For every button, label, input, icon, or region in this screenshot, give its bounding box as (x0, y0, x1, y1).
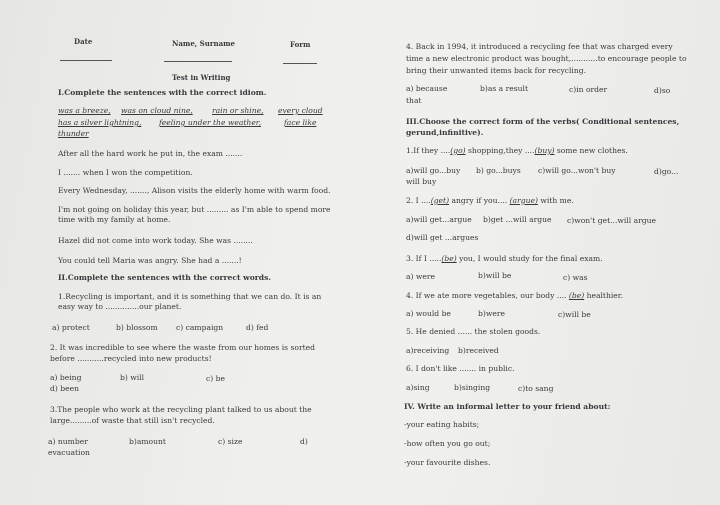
s3-q2-option-c[interactable]: c)won't get...will argue (567, 216, 656, 225)
section3-title: III.Choose the correct form of the verbs( Conditional sentences, (406, 117, 680, 126)
s3-q4-option-a[interactable]: a) would be (406, 309, 451, 318)
s1-sentence-1: After all the hard work he put in, the exam ....... (58, 149, 243, 158)
s2-q1-option-b[interactable]: b) blossom (116, 323, 158, 332)
idiom-4: every cloud (278, 106, 323, 115)
s2-q2-line2: before ...........recycled into new products! (50, 354, 212, 363)
idiom-1: was a breeze, (58, 106, 111, 115)
s3-q3-option-c[interactable]: c) was (563, 273, 588, 282)
s3-q5-option-b[interactable]: b)received (458, 346, 499, 355)
s3-q4-verb1: (be) (568, 291, 585, 300)
s4-item-1: -your eating habits; (404, 420, 480, 429)
s2-q1-line2: easy way to ..............our planet. (58, 302, 182, 311)
s2-q3-line1: 3.The people who work at the recycling plant talked to us about the (50, 405, 312, 414)
idiom-2: was on cloud nine, (121, 106, 193, 115)
s2-q4-option-a[interactable]: a) because (406, 84, 448, 93)
s3-q3-verb1: (be) (441, 254, 457, 263)
idiom-8: thunder (58, 129, 89, 138)
s2-q2-option-d[interactable]: d) been (50, 384, 79, 393)
test-subtitle: Test in Writing (172, 73, 231, 82)
s1-sentence-2: I ....... when I won the competition. (58, 168, 193, 177)
s2-q4-line3: bring their unwanted items back for recycling. (406, 66, 587, 75)
s2-q4-line2: time a new electronic product was bought,...........to encourage people to (406, 54, 687, 63)
s2-q2-option-c[interactable]: c) be (206, 374, 225, 383)
s3-q1-option-b[interactable]: b) go...buys (476, 166, 521, 175)
s2-q4-option-d[interactable]: d)so (654, 86, 671, 95)
s3-q1-option-a[interactable]: a)will go...buy (406, 166, 461, 175)
form-line[interactable] (283, 63, 317, 64)
s3-q3-option-a[interactable]: a) were (406, 272, 436, 281)
s3-q1-sentence: 1.If they ....(go) shopping,they ....(buy) some new clothes. (406, 146, 628, 155)
s2-q1-line1: 1.Recycling is important, and it is something that we can do. It is an (58, 292, 322, 301)
s2-q2-line1: 2. It was incredible to see where the waste from our homes is sorted (50, 343, 315, 352)
s3-q5-option-a[interactable]: a)receiving (406, 346, 450, 355)
s3-q4-option-c[interactable]: c)will be (558, 310, 591, 319)
s3-q6-option-c[interactable]: c)to sang (518, 384, 554, 393)
s3-q1-option-a-cont: will buy (406, 177, 437, 186)
s3-q2-sentence: 2. I ....(get) angry if you.... (argue) with me. (406, 196, 574, 205)
s3-q2-option-b[interactable]: b)get ...will argue (483, 215, 552, 224)
s4-item-2: -how often you go out; (404, 439, 491, 448)
section2-title: II.Complete the sentences with the correct words. (58, 273, 271, 282)
s3-q1-option-c[interactable]: c)will go...won't buy (538, 166, 616, 175)
s3-q1-verb2: (buy) (534, 146, 555, 155)
s3-q1-option-d[interactable]: d)go... (654, 167, 679, 176)
section4-title: IV. Write an informal letter to your friend about: (404, 402, 611, 411)
s3-q6-sentence: 6. I don't like ....... in public. (406, 364, 515, 373)
s3-q3-option-b[interactable]: b)will be (478, 271, 512, 280)
section1-title: I.Complete the sentences with the correct idiom. (58, 88, 267, 97)
s1-sentence-6: You could tell Maria was angry. She had a .......! (58, 256, 242, 265)
s3-q6-option-a[interactable]: a)sing (406, 383, 430, 392)
form-label: Form (290, 40, 311, 49)
s2-q3-line2: large.........of waste that still isn't recycled. (50, 416, 215, 425)
s2-q4-option-c[interactable]: c)in order (569, 85, 608, 94)
s1-sentence-5: Hazel did not come into work today. She was ........ (58, 236, 253, 245)
s2-q4-option-a-cont: that (406, 96, 422, 105)
s3-q2-verb2: (argue) (509, 196, 538, 205)
s4-item-3: -your favourite dishes. (404, 458, 491, 467)
date-label: Date (74, 37, 93, 46)
idiom-7: face like (284, 118, 317, 127)
s3-q4-option-b[interactable]: b)were (478, 309, 505, 318)
s1-sentence-4a: I'm not going on holiday this year, but ......... as I'm able to spend more (58, 205, 331, 214)
s2-q4-line1: 4. Back in 1994, it introduced a recycling fee that was charged every (406, 42, 673, 51)
idiom-6: feeling under the weather, (159, 118, 262, 127)
s3-q2-option-d[interactable]: d)will get ...argues (406, 233, 479, 242)
idiom-3: rain or shine, (212, 106, 264, 115)
s3-q2-option-a[interactable]: a)will get...argue (406, 215, 472, 224)
s3-q4-sentence: 4. If we ate more vegetables, our body .... (be) healthier. (406, 291, 624, 300)
s2-q4-option-b[interactable]: b)as a result (480, 84, 528, 93)
s3-q5-sentence: 5. He denied ...... the stolen goods. (406, 327, 541, 336)
s3-q6-option-b[interactable]: b)singing (454, 383, 491, 392)
s2-q2-option-b[interactable]: b) will (120, 373, 145, 382)
s3-q2-verb1: (get) (430, 196, 450, 205)
s2-q3-option-a[interactable]: a) number (48, 437, 88, 446)
section3-title-cont: gerund,infinitive). (406, 128, 484, 137)
s2-q3-option-c[interactable]: c) size (218, 437, 243, 446)
s1-sentence-3: Every Wednesday, ......., Alison visits the elderly home with warm food. (58, 186, 331, 195)
s3-q1-verb1: (go) (450, 146, 466, 155)
date-line[interactable] (60, 60, 112, 61)
name-line[interactable] (164, 61, 232, 62)
s2-q1-option-d[interactable]: d) fed (246, 323, 269, 332)
s2-q2-option-a[interactable]: a) being (50, 373, 82, 382)
s3-q3-sentence: 3. If I .....(be) you, I would study for the final exam. (406, 254, 603, 263)
s2-q3-option-b[interactable]: b)amount (129, 437, 166, 446)
s2-q3-option-d-cont: evacuation (48, 448, 90, 457)
s1-sentence-4b: time with my family at home. (58, 215, 171, 224)
name-label: Name, Surname (172, 39, 235, 48)
s2-q1-option-c[interactable]: c) campaign (176, 323, 224, 332)
s2-q3-option-d[interactable]: d) (300, 437, 308, 446)
s2-q1-option-a[interactable]: a) protect (52, 323, 90, 332)
idiom-5: has a silver lightning, (58, 118, 142, 127)
